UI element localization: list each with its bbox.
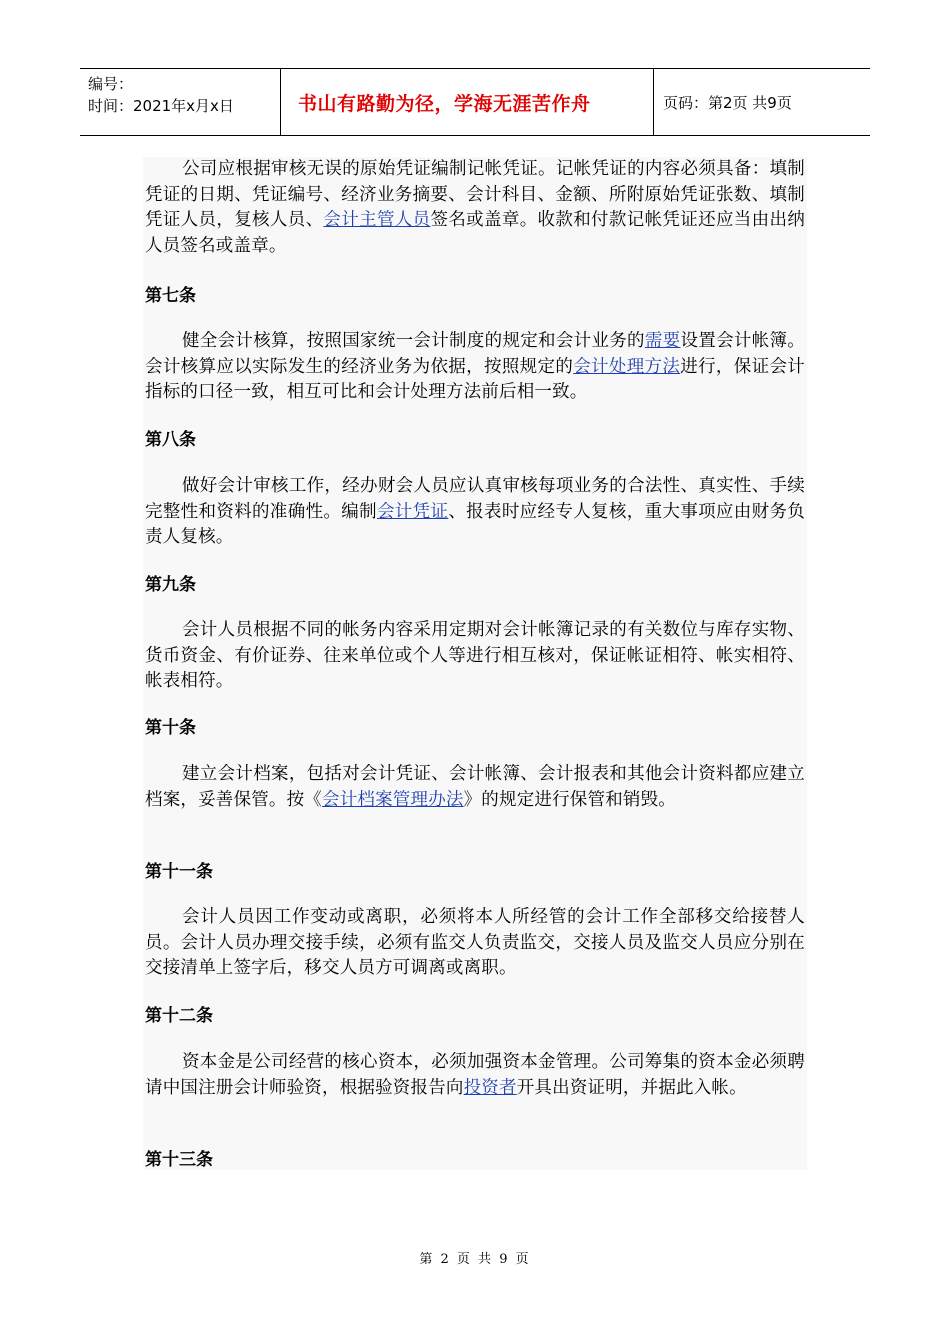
page-footer: 第 2 页 共 9 页: [419, 1252, 531, 1267]
paragraph-voucher: 公司应根据审核无误的原始凭证编制记帐凭证。记帐凭证的内容必须具备：填制凭证的日期、凭证编号、经济业务摘要、会计科目、金额、所附原始凭证张数、填制凭证人员，复核人员、会计主管人员签名或盖章。收款和付款记帐凭证还应当由出纳人员签名或盖章。: [145, 159, 806, 256]
paragraph-article-7: 健全会计核算，按照国家统一会计制度的规定和会计业务的需要设置会计帐簿。会计核算应以实际发生的经济业务为依据，按照规定的会计处理方法进行，保证会计指标的口径一致，相互可比和会计处理方法前后相一致。: [145, 331, 805, 402]
header-page-number: 页码：第2页 共9页: [663, 93, 792, 112]
header-meta: [80, 69, 281, 135]
paragraph-article-8: 做好会计审核工作，经办财会人员应认真审核每项业务的合法性、真实性、手续完整性和资料的准确性。编制会计凭证、报表时应经专人复核，重大事项应由财务负责人复核。: [145, 476, 805, 547]
article-13-heading: 第十三条: [145, 1150, 213, 1170]
paragraph-article-12: 资本金是公司经营的核心资本，必须加强资本金管理。公司筹集的资本金必须聘请中国注册会计师验资，根据验资报告向投资者开具出资证明，并据此入帐。: [145, 1052, 805, 1098]
article-12-heading: 第十二条: [145, 1006, 213, 1026]
document-date-label: 时间：2021年x月x日: [88, 97, 234, 115]
document-body: [143, 157, 807, 1170]
article-11-heading: 第十一条: [145, 862, 213, 882]
link-accounting-voucher[interactable]: 会计凭证: [376, 501, 449, 522]
paragraph-article-9: 会计人员根据不同的帐务内容采用定期对会计帐簿记录的有关数位与库存实物、货币资金、有价证券、往来单位或个人等进行相互核对，保证帐证相符、帐实相符、帐表相符。: [145, 620, 805, 691]
link-investor[interactable]: 投资者: [463, 1077, 517, 1098]
link-accounting-method[interactable]: 会计处理方法: [573, 356, 681, 377]
link-needs[interactable]: 需要: [644, 331, 681, 351]
document-number-label: 编号：: [88, 75, 134, 93]
article-8-heading: 第八条: [145, 430, 196, 450]
article-7-heading: 第七条: [145, 286, 196, 306]
page-header: [80, 68, 870, 136]
article-10-heading: 第十条: [145, 718, 196, 738]
link-accounting-supervisor[interactable]: 会计主管人员: [323, 210, 431, 230]
header-motto: 书山有路勤为径，学海无涯苦作舟: [281, 69, 654, 135]
paragraph-article-11: 会计人员因工作变动或离职，必须将本人所经管的会计工作全部移交给接替人员。会计人员办理交接手续，必须有监交人负责监交，交接人员及监交人员应分别在交接清单上签字后，移交人员方可调离或离职。: [145, 907, 805, 978]
paragraph-article-10: 建立会计档案，包括对会计凭证、会计帐簿、会计报表和其他会计资料都应建立档案，妥善保管。按《会计档案管理办法》的规定进行保管和销毁。: [145, 764, 805, 810]
article-9-heading: 第九条: [145, 575, 196, 595]
link-archive-rules[interactable]: 会计档案管理办法: [322, 789, 464, 810]
